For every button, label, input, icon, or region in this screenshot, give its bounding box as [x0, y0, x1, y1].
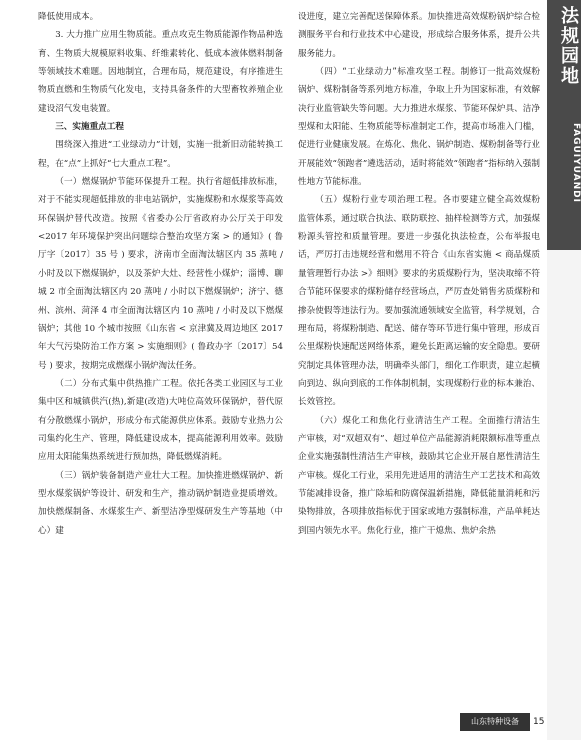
subsection-3: [38, 467, 283, 540]
subsection-6-title: （六）煤化工和焦化行业清洁生产工程。: [315, 415, 479, 426]
right-paragraph-1: 设进度，建立完善配送保障体系。加快推进高效煤粉锅炉综合检测服务平台和行业技术中心建设，形成综合服务体系，提升公共服务能力。: [298, 12, 540, 59]
subsection-1: [38, 173, 283, 375]
left-paragraph-3: 围绕深入推进“工业绿动力”计划，实施一批新旧动能转换工程，在“点”上抓好“七大重点工程”。: [38, 140, 283, 169]
subsection-4: [298, 63, 540, 191]
sidebar-title-en: FAGUIYUANDI: [571, 123, 581, 203]
journal-name-badge: 山东特种设备: [460, 713, 530, 731]
section-sidebar: [547, 0, 581, 250]
subsection-5: [298, 191, 540, 411]
subsection-4-body: 制修订一批高效煤粉锅炉、煤粉制备等系列地方标准，争取上升为国家标准，有效解决行业监管缺失等问题。大力推进水煤浆、节能环保炉具、洁净型煤和太阳能、生物质能等标准制定工作，提高市场准入门槛，促进行业健康发展。在炼化、焦化、锅炉制造、煤粉制备等行业开展能效“领跑者”遴选活动，适时将能效“领跑者”指标纳入强制性地方节能标准。: [298, 67, 540, 188]
subsection-1-body: 执行省超低排放标准，对于不能实现超低排放的非电站锅炉，实施煤粉和水煤浆等高效环保锅炉替代改造。按照《省委办公厅省政府办公厅关于印发 <2017 年环境保护突出问题综合整治攻坚方案 > 的通知》( 鲁厅字〔2017〕35 号 ) 要求，济南市全面淘汰辖区内 35 蒸吨 / 小时及以下燃煤锅炉，以及茶炉大灶、经营性小煤炉；淄博、聊城 2 市全面淘汰辖区内 20 蒸吨 / 小时以下燃煤锅炉；济宁、德州、滨州、菏泽 4 市全面淘汰辖区内 10 蒸吨 / 小时及以下燃煤锅炉；其他 10 个城市按照《山东省 < 京津冀及周边地区 2017 年大气污染防治工作方案 > 实施细则》( 鲁政办字〔2017〕54 号 ) 要求，按期完成燃煤小锅炉淘汰任务。: [38, 177, 283, 371]
subsection-5-title: （五）煤粉行业专项治理工程。: [315, 195, 443, 206]
left-paragraph-2: 3. 大力推广应用生物质能。重点攻克生物质能源作物品种选育、生物质大规模原料收集、纤维素转化、低成本液体燃料制备等领域技术难题。因地制宜，合理布局，规范建设，有序推进生物质直燃和生物质气化发电，支持具备条件的大型畜牧养殖企业建设沼气发电装置。: [38, 30, 283, 114]
subsection-2-body: 依托各类工业园区与工业集中区和城镇供汽(热),新建(改造)大吨位高效环保锅炉，替代原有分散燃煤小锅炉，形成分布式能源供应体系。鼓励专业热力公司集约化生产、管理，降低建设成本，提高能源利用效率。鼓励应用太阳能集热系统进行预加热，降低燃煤消耗。: [38, 378, 283, 463]
sidebar-title-zh: 法规园地: [558, 6, 579, 86]
subsection-4-title: （四）“工业绿动力”标准攻坚工程。: [315, 67, 461, 78]
subsection-6-body: 全面推行清洁生产审核，对“双超双有”、超过单位产品能源消耗限额标准等重点企业实施强制性清洁生产审核，鼓励其它企业开展自愿性清洁生产审核。煤化工行业，采用先进适用的清洁生产工艺技术和高效节能减排设备，推广除垢和防腐保温新措施，降低能量消耗和污染物排放，各项排放指标优于国家或地方强制标准，产品单耗达到国内领先水平。焦化行业，推广干熄焦、焦炉余热: [298, 415, 540, 536]
subsection-5-body: 各市要建立健全高效煤粉监管体系，通过联合执法、联防联控、抽样检测等方式，加强煤粉源头管控和质量管理。要进一步强化执法检查，公布举报电话，严厉打击违规经营和燃用不符合《山东省实施 < 商品煤质量管理暂行办法 >》细则》要求的劣质煤粉行为，坚决取缔不符合节能环保要求的煤粉储存经营场点，严厉查处销售劣质煤粉和掺杂使假等违法行为。要加强流通领域安全监管，科学规划，合理布局，将煤粉制造、配送、储存等环节进行集中管理，形成百公里煤粉快速配送网络体系，避免长距离运输的安全隐患。要研究制定具体管理办法，明确牵头部门，细化工作职责，建立起横向到边、纵向到底的工作体制机制，实现煤粉行业的标本兼治、长效管控。: [298, 195, 540, 408]
section-heading-key-projects: 三、实施重点工程: [55, 122, 124, 133]
subsection-3-title: （三）锅炉装备制造产业壮大工程。: [55, 470, 197, 481]
subsection-6: [298, 412, 540, 540]
subsection-1-title: （一）燃煤锅炉节能环保提升工程。: [55, 177, 197, 188]
left-column: [38, 8, 283, 540]
subsection-2-title: （二）分布式集中供热推广工程。: [55, 378, 188, 389]
subsection-3-body: 加快推进燃煤锅炉、新型水煤浆锅炉等设计、研发和生产，推动锅炉制造业提质增效。加快燃煤制备、水煤浆生产、新型洁净型煤研发生产等基地（中心）建: [38, 470, 283, 536]
subsection-2: [38, 375, 283, 467]
left-paragraph-1: 降低使用成本。: [38, 12, 99, 22]
right-column: [298, 8, 540, 540]
sidebar-margin: [547, 250, 581, 740]
page-number: 15: [533, 717, 545, 727]
